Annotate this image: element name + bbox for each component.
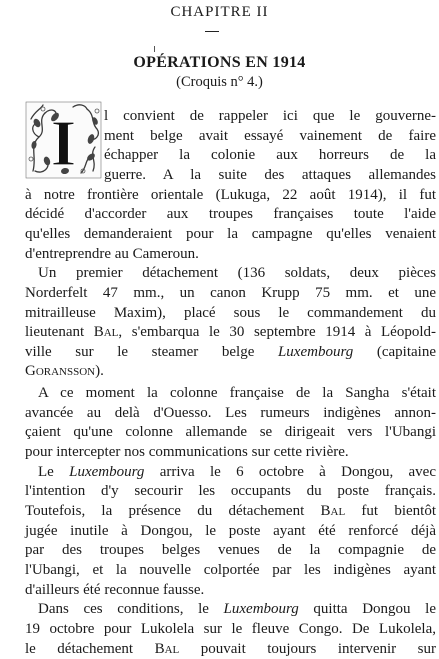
text-line: jugée inutile à Dongou, le poste ayant été renforcé déjà (25, 522, 436, 539)
ship-name-italic: Luxembourg (277, 343, 354, 360)
text-line: guerre. A la suite des attaques allemandes (104, 166, 436, 183)
text-segment: fut bientôt (345, 502, 436, 519)
text-segment: ville sur le steamer belge (25, 343, 278, 360)
name-small-caps: Goransson (25, 363, 96, 380)
text-line: décidé d'accorder aux troupes françaises toute l'aide (25, 206, 436, 223)
text-segment: arriva le 6 octobre à Dongou, avec (144, 463, 436, 480)
text-segment: pouvait toujours intervenir sur (179, 640, 436, 657)
text-line (25, 322, 436, 342)
text-line: l'Ubangi, et la nouvelle colportée par les indigènes ayant (25, 561, 436, 578)
name-small-caps: Bal (93, 324, 119, 341)
print-mark (154, 46, 155, 52)
text-line (25, 501, 436, 521)
text-line: avancée au delà d'Ouesso. Les rumeurs indigènes annon- (25, 404, 436, 421)
text-line: par des troupes belges venues de la compagnie de (25, 542, 436, 559)
text-line: pour intercepter nos communications sur cette rivière. (25, 444, 349, 460)
text-line: d'ailleurs été reconnue fausse. (25, 581, 205, 598)
text-line: ment belge avait essayé vainement de faire (104, 127, 436, 144)
text-line (25, 342, 436, 362)
text-line (38, 599, 436, 619)
text-line: l convient de rappeler ici que le gouverne- (104, 108, 436, 124)
text-segment: , s'embarqua le 30 septembre 1914 à Léopold- (118, 324, 436, 341)
name-small-caps: Bal (320, 502, 346, 519)
text-line: à notre frontière orientale (Lukuga, 22 août 1914), il fut (25, 186, 436, 203)
text-segment: Toutefois, la présence du détachement (25, 502, 321, 519)
text-segment: lieutenant (25, 324, 94, 341)
text-line (25, 639, 436, 659)
chapter-divider (205, 31, 219, 32)
text-segment: le détachement (25, 640, 155, 657)
ship-name-italic: Luxembourg (223, 601, 299, 618)
name-small-caps: Bal (154, 640, 180, 657)
text-line (25, 361, 104, 381)
text-segment: quitta Dongou le (298, 601, 436, 618)
text-segment: ). (95, 363, 104, 380)
ship-name-italic: Luxembourg (69, 463, 145, 480)
text-line: échapper la colonie aux horreurs de la (104, 147, 436, 164)
text-segment: Dans ces conditions, le (38, 601, 224, 618)
text-line: A ce moment la colonne française de la Sangha s'était (38, 385, 436, 402)
chapter-title: CHAPITRE II (170, 4, 269, 20)
text-line (38, 462, 436, 482)
text-segment: (capitaine (353, 343, 436, 360)
text-line: qu'elles demanderaient pour la campagne qu'elles venaient (25, 225, 436, 242)
text-line: mitrailleuse Maxim), placé sous le commandement du (25, 304, 436, 321)
text-line: d'entreprendre au Cameroun. (25, 245, 199, 262)
text-line: 19 octobre pour Lukolela sur le fleuve Congo. De Lukolela, (25, 620, 436, 637)
text-line: Norderfelt 47 mm., un canon Krupp 75 mm. et une (25, 284, 436, 301)
text-segment: Le (38, 463, 70, 480)
section-subheading: (Croquis n° 4.) (176, 74, 263, 90)
section-heading: OPÉRATIONS EN 1914 (133, 54, 306, 71)
text-line: Un premier détachement (136 soldats, deux pièces (38, 265, 436, 282)
text-line: l'intention d'y secourir les occupants du poste français. (25, 483, 436, 500)
text-line: çaient qu'une colonne allemande se dirigeait vers l'Ubangi (25, 424, 436, 441)
svg-text:I: I (50, 107, 77, 179)
ornamental-dropcap-icon (25, 101, 102, 179)
